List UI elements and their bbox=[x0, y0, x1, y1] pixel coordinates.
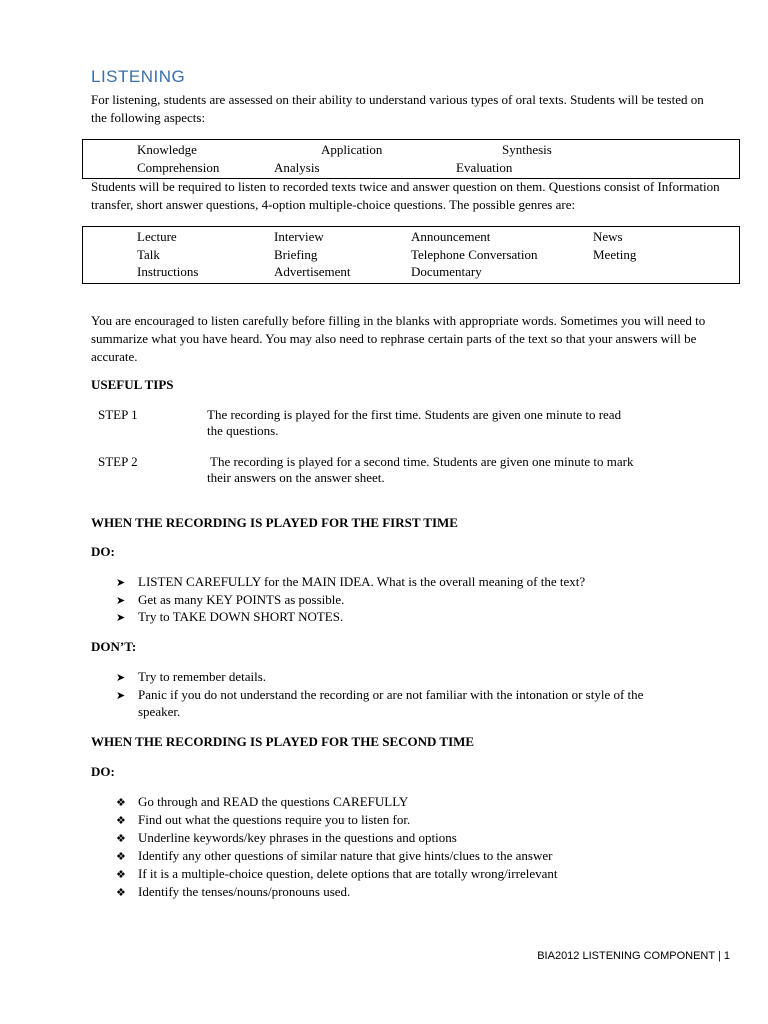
list-item: ➤ Panic if you do not understand the recording or are not familiar with the intonation or style of the bbox=[116, 686, 643, 705]
aspects-table bbox=[82, 139, 740, 179]
list-item: ❖ Identify the tenses/nouns/pronouns used. bbox=[116, 883, 350, 902]
list-item: ➤ Try to TAKE DOWN SHORT NOTES. bbox=[116, 608, 343, 627]
arrowhead-bullet-icon: ➤ bbox=[116, 595, 126, 607]
list-item: ❖ Find out what the questions require you to listen for. bbox=[116, 811, 410, 830]
second-time-heading: WHEN THE RECORDING IS PLAYED FOR THE SECOND TIME bbox=[91, 734, 475, 749]
list-item: ➤ Get as many KEY POINTS as possible. bbox=[116, 591, 344, 610]
aspect-cell: Synthesis bbox=[502, 142, 552, 157]
genre-cell: News bbox=[593, 229, 623, 244]
aspect-cell: Evaluation bbox=[456, 160, 513, 175]
do-heading: DO: bbox=[91, 544, 115, 559]
requirements-paragraph: Students will be required to listen to recorded texts twice and answer question on them. Questions consist of Information transfer, short answer questions, 4-option multiple-choice questions. The possible genres are: bbox=[91, 179, 720, 212]
page-title: LISTENING bbox=[91, 67, 186, 86]
genre-cell: Instructions bbox=[137, 264, 199, 279]
genre-cell: Telephone Conversation bbox=[411, 247, 538, 262]
four-diamond-bullet-icon: ❖ bbox=[116, 833, 126, 845]
aspect-cell: Application bbox=[321, 142, 383, 157]
arrowhead-bullet-icon: ➤ bbox=[116, 577, 126, 589]
genre-cell: Lecture bbox=[137, 229, 177, 244]
list-item-continuation: speaker. bbox=[138, 704, 181, 719]
arrowhead-bullet-icon: ➤ bbox=[116, 690, 126, 702]
genre-cell: Advertisement bbox=[274, 264, 351, 279]
encourage-paragraph: You are encouraged to listen carefully before filling in the blanks with appropriate words. Sometimes you will need to summarize what you have heard. You may also need to rephrase certain parts of the text so that your answers will be accurate. bbox=[91, 313, 706, 364]
aspect-cell: Analysis bbox=[274, 160, 320, 175]
aspect-cell: Knowledge bbox=[137, 142, 197, 157]
step-text-line: the questions. bbox=[207, 423, 279, 438]
intro-paragraph: For listening, students are assessed on their ability to understand various types of oral texts. Students will be tested on the following aspects: bbox=[91, 92, 704, 125]
page-footer: BIA2012 LISTENING COMPONENT | 1 bbox=[537, 950, 730, 962]
four-diamond-bullet-icon: ❖ bbox=[116, 815, 126, 827]
step-text-line: The recording is played for a second time. Students are given one minute to mark bbox=[207, 454, 634, 469]
list-item: ❖ Go through and READ the questions CAREFULLY bbox=[116, 793, 408, 812]
genre-cell: Meeting bbox=[593, 247, 637, 262]
step-text-line: The recording is played for the first time. Students are given one minute to read bbox=[207, 407, 622, 422]
four-diamond-bullet-icon: ❖ bbox=[116, 851, 126, 863]
do-heading-second: DO: bbox=[91, 764, 115, 779]
genre-cell: Briefing bbox=[274, 247, 318, 262]
arrowhead-bullet-icon: ➤ bbox=[116, 612, 126, 624]
step-label: STEP 1 bbox=[98, 407, 138, 422]
step-text-line: their answers on the answer sheet. bbox=[207, 470, 385, 485]
list-item: ➤ Try to remember details. bbox=[116, 668, 266, 687]
list-item: ❖ Underline keywords/key phrases in the questions and options bbox=[116, 829, 457, 848]
genre-cell: Announcement bbox=[411, 229, 491, 244]
four-diamond-bullet-icon: ❖ bbox=[116, 869, 126, 881]
arrowhead-bullet-icon: ➤ bbox=[116, 672, 126, 684]
list-item: ➤ LISTEN CAREFULLY for the MAIN IDEA. What is the overall meaning of the text? bbox=[116, 573, 585, 592]
useful-tips-heading: USEFUL TIPS bbox=[91, 377, 174, 392]
step-text bbox=[207, 454, 677, 486]
four-diamond-bullet-icon: ❖ bbox=[116, 887, 126, 899]
genre-cell: Interview bbox=[274, 229, 324, 244]
genres-table bbox=[82, 226, 740, 284]
first-time-heading: WHEN THE RECORDING IS PLAYED FOR THE FIRST TIME bbox=[91, 515, 458, 530]
aspect-cell: Comprehension bbox=[137, 160, 220, 175]
four-diamond-bullet-icon: ❖ bbox=[116, 797, 126, 809]
list-item: ❖ Identify any other questions of similar nature that give hints/clues to the answer bbox=[116, 847, 552, 866]
list-item: ❖ If it is a multiple-choice question, delete options that are totally wrong/irrelevant bbox=[116, 865, 558, 884]
dont-heading: DON’T: bbox=[91, 639, 137, 654]
step-text bbox=[207, 407, 677, 439]
step-label: STEP 2 bbox=[98, 454, 138, 469]
genre-cell: Talk bbox=[137, 247, 160, 262]
genre-cell: Documentary bbox=[411, 264, 482, 279]
